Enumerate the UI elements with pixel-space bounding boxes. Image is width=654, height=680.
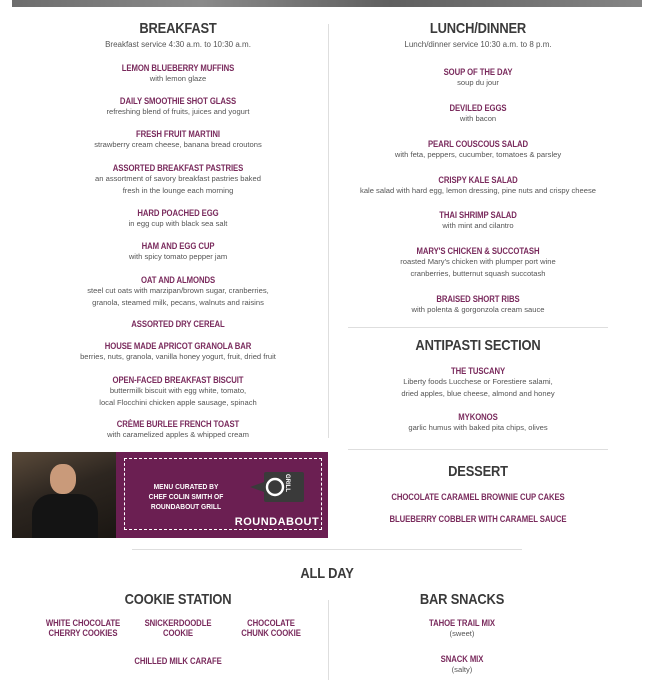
item-name: MARY'S CHICKEN & SUCCOTASH: [416, 246, 540, 256]
menu-item: [28, 419, 328, 441]
menu-item: [28, 163, 328, 196]
item-desc: with bacon: [459, 114, 497, 123]
menu-item: [28, 275, 328, 308]
column-divider: [328, 24, 329, 438]
item-desc: cranberries, butternut squash succotash: [410, 268, 546, 278]
item-name: OAT AND ALMONDS: [140, 275, 216, 285]
item-name: COOKIE: [162, 628, 194, 638]
bar-snacks-section: [348, 591, 576, 680]
item-name: OPEN-FACED BREAKFAST BISCUIT: [112, 375, 244, 385]
curated-line: ROUNDABOUT GRILL: [150, 502, 222, 511]
item-name: THE TUSCANY: [450, 366, 506, 376]
dessert-section: [348, 463, 608, 533]
item-name: ASSORTED DRY CEREAL: [131, 319, 225, 329]
item-desc: local Flocchini chicken apple sausage, spinach: [99, 397, 257, 407]
chef-photo: [12, 452, 116, 538]
menu-item: [211, 618, 331, 638]
item-desc: with caramelized apples & whipped cream: [107, 430, 249, 439]
item-name: SNACK MIX: [440, 654, 484, 664]
menu-item: [348, 139, 608, 161]
item-desc: roasted Mary's chicken with plumper port wine: [400, 257, 556, 266]
menu-item: [28, 241, 328, 263]
item-name: CHOCOLATE: [247, 618, 295, 628]
item-desc: with spicy tomato pepper jam: [128, 252, 228, 261]
item-desc: in egg cup with black sea salt: [128, 219, 228, 228]
all-day-heading: [227, 565, 427, 582]
menu-item: [348, 294, 608, 316]
menu-item: [348, 246, 608, 279]
item-name: MYKONOS: [458, 412, 498, 422]
menu-item: [348, 67, 608, 89]
item-name: HOUSE MADE APRICOT GRANOLA BAR: [104, 341, 252, 351]
item-desc: with feta, peppers, cucumber, tomatoes & parsley: [394, 150, 562, 159]
breakfast-title: BREAKFAST: [139, 20, 217, 37]
curated-line: CHEF COLIN SMITH OF: [148, 492, 224, 501]
item-desc: berries, nuts, granola, vanilla honey yogurt, fruit, dried fruit: [80, 352, 276, 361]
item-name: ASSORTED BREAKFAST PASTRIES: [112, 163, 244, 173]
item-desc: with lemon glaze: [149, 74, 207, 83]
menu-item: [28, 129, 328, 151]
item-desc: kale salad with hard egg, lemon dressing, pine nuts and crispy cheese: [360, 186, 596, 195]
item-desc: (salty): [451, 665, 473, 674]
menu-item: [348, 366, 608, 399]
item-name: PEARL COUSCOUS SALAD: [427, 139, 529, 149]
item-desc: with mint and cilantro: [442, 221, 514, 230]
menu-item: [348, 103, 608, 125]
item-desc: garlic humus with baked pita chips, olives: [408, 423, 548, 432]
menu-item: [348, 618, 576, 640]
lunch-dinner-section: [348, 20, 608, 320]
menu-item: [28, 319, 328, 329]
antipasti-section: [348, 337, 608, 437]
item-name: CHOCOLATE CARAMEL BROWNIE CUP CAKES: [391, 492, 565, 502]
menu-item: [348, 210, 608, 232]
item-desc: dried apples, blue cheese, almond and honey: [401, 388, 555, 398]
menu-item: [28, 656, 328, 666]
section-divider: [348, 449, 608, 450]
curated-by-text: [140, 482, 232, 512]
item-name: LEMON BLUEBERRY MUFFINS: [121, 63, 235, 73]
all-day-divider: [132, 549, 522, 550]
menu-item: [348, 412, 608, 434]
curated-line: MENU CURATED BY: [153, 482, 219, 491]
menu-item: [28, 208, 328, 230]
item-name: FRESH FRUIT MARTINI: [136, 129, 220, 139]
item-desc: Liberty foods Lucchese or Forestiere salami,: [403, 377, 553, 386]
section-divider: [348, 327, 608, 328]
item-name: HARD POACHED EGG: [137, 208, 219, 218]
item-name: HAM AND EGG CUP: [141, 241, 215, 251]
item-name: CRISPY KALE SALAD: [438, 175, 518, 185]
item-desc: (sweet): [449, 629, 475, 638]
item-name: CHILLED MILK CARAFE: [134, 656, 222, 666]
lunch-service-hours: Lunch/dinner service 10:30 a.m. to 8 p.m.: [404, 40, 552, 49]
item-name: SNICKERDOODLE: [144, 618, 212, 628]
menu-item: [28, 341, 328, 363]
logo-wordmark: ROUNDABOUT: [234, 516, 320, 528]
lunch-dinner-title: LUNCH/DINNER: [429, 20, 527, 37]
menu-item: [28, 96, 328, 118]
item-name: DAILY SMOOTHIE SHOT GLASS: [119, 96, 237, 106]
chef-head: [50, 464, 76, 494]
chef-banner: [12, 452, 328, 538]
menu-item: [28, 63, 328, 85]
item-name: BLUEBERRY COBBLER WITH CARAMEL SAUCE: [389, 514, 567, 524]
item-desc: refreshing blend of fruits, juices and yogurt: [106, 107, 250, 116]
cookie-station-section: [28, 591, 328, 680]
breakfast-service-hours: Breakfast service 4:30 a.m. to 10:30 a.m.: [105, 40, 251, 49]
menu-item: [348, 492, 608, 502]
item-name: CRÈME BURLEE FRENCH TOAST: [116, 419, 240, 429]
item-name: DEVILED EGGS: [449, 103, 507, 113]
chef-jacket: [32, 494, 98, 538]
item-name: BRAISED SHORT RIBS: [436, 294, 520, 304]
logo-grill-text: GRILL: [284, 474, 290, 492]
cookie-station-title: COOKIE STATION: [124, 591, 232, 608]
item-desc: with polenta & gorgonzola cream sauce: [411, 305, 545, 314]
menu-item: [348, 514, 608, 524]
menu-item: [348, 654, 576, 676]
dessert-title: DESSERT: [448, 463, 508, 480]
antipasti-title: ANTIPASTI SECTION: [415, 337, 541, 354]
menu-item: [348, 175, 608, 197]
all-day-title: ALL DAY: [300, 565, 354, 582]
item-name: SOUP OF THE DAY: [443, 67, 513, 77]
item-name: THAI SHRIMP SALAD: [439, 210, 517, 220]
item-name: TAHOE TRAIL MIX: [429, 618, 495, 628]
item-name: CHERRY COOKIES: [48, 628, 118, 638]
item-desc: soup du jour: [457, 78, 499, 87]
top-texture-band: [12, 0, 642, 7]
roundabout-logo: [232, 468, 322, 528]
item-desc: fresh in the lounge each morning: [122, 185, 234, 195]
item-desc: buttermilk biscuit with egg white, tomato,: [109, 386, 247, 395]
item-desc: granola, steamed milk, pecans, walnuts and raisins: [92, 297, 264, 307]
item-desc: strawberry cream cheese, banana bread croutons: [94, 140, 262, 149]
item-desc: steel cut oats with marzipan/brown sugar, cranberries,: [87, 286, 269, 295]
column-divider: [328, 600, 329, 680]
item-name: WHITE CHOCOLATE: [45, 618, 121, 628]
item-desc: an assortment of savory breakfast pastries baked: [95, 174, 261, 183]
item-name: CHUNK COOKIE: [241, 628, 301, 638]
roundabout-logo-icon: [246, 470, 308, 504]
breakfast-section: [28, 20, 328, 445]
bar-snacks-title: BAR SNACKS: [419, 591, 505, 608]
menu-item: [28, 375, 328, 408]
